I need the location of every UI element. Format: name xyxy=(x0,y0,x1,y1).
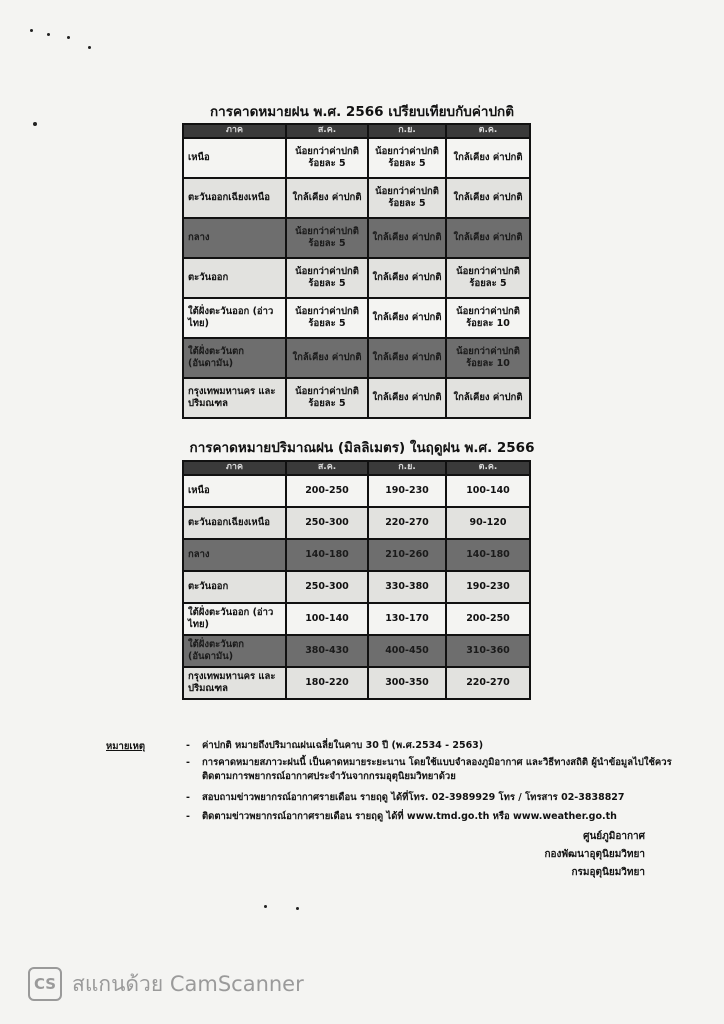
table-row xyxy=(183,571,530,603)
sep-cell: 210-260 xyxy=(368,539,446,571)
oct-cell: 190-230 xyxy=(446,571,530,603)
oct-cell: ใกล้เคียง ค่าปกติ xyxy=(446,178,530,218)
oct-cell: 140-180 xyxy=(446,539,530,571)
sep-cell: 400-450 xyxy=(368,635,446,667)
scan-speck xyxy=(296,907,299,910)
table-row xyxy=(183,475,530,507)
aug-cell: น้อยกว่าค่าปกติ ร้อยละ 5 xyxy=(286,138,368,178)
sep-cell: น้อยกว่าค่าปกติ ร้อยละ 5 xyxy=(368,178,446,218)
table-row xyxy=(183,258,530,298)
table-row xyxy=(183,667,530,699)
oct-cell: 90-120 xyxy=(446,507,530,539)
sep-cell: 130-170 xyxy=(368,603,446,635)
oct-cell: 200-250 xyxy=(446,603,530,635)
camscanner-watermark xyxy=(28,967,304,1001)
table-row xyxy=(183,138,530,178)
table-row xyxy=(183,338,530,378)
region-cell: ใต้ฝั่งตะวันตก (อันดามัน) xyxy=(183,635,286,667)
oct-cell: ใกล้เคียง ค่าปกติ xyxy=(446,378,530,418)
signature-department: กรมอุตุนิยมวิทยา xyxy=(571,867,645,878)
table-row xyxy=(183,378,530,418)
header-aug: ส.ค. xyxy=(286,461,368,475)
header-oct: ต.ค. xyxy=(446,124,530,138)
aug-cell: น้อยกว่าค่าปกติ ร้อยละ 5 xyxy=(286,258,368,298)
region-cell: กรุงเทพมหานคร และปริมณฑล xyxy=(183,378,286,418)
note-text: ติดตามข่าวพยากรณ์อากาศรายเดือน รายฤดู ได้ที่ www.tmd.go.th หรือ www.weather.go.th xyxy=(202,811,617,822)
sep-cell: ใกล้เคียง ค่าปกติ xyxy=(368,338,446,378)
region-cell: เหนือ xyxy=(183,475,286,507)
aug-cell: 380-430 xyxy=(286,635,368,667)
scan-speck xyxy=(47,33,50,36)
oct-cell: 220-270 xyxy=(446,667,530,699)
scan-speck xyxy=(88,46,91,49)
oct-cell: ใกล้เคียง ค่าปกติ xyxy=(446,138,530,178)
watermark-text: สแกนด้วย CamScanner xyxy=(72,971,304,996)
table1-title: การคาดหมายฝน พ.ศ. 2566 เปรียบเทียบกับค่าปกติ xyxy=(210,104,514,120)
sep-cell: น้อยกว่าค่าปกติ ร้อยละ 5 xyxy=(368,138,446,178)
region-cell: ใต้ฝั่งตะวันออก (อ่าวไทย) xyxy=(183,603,286,635)
note-text: ค่าปกติ หมายถึงปริมาณฝนเฉลี่ยในคาบ 30 ปี (พ.ศ.2534 - 2563) xyxy=(202,740,484,751)
header-sep: ก.ย. xyxy=(368,461,446,475)
region-cell: ตะวันออกเฉียงเหนือ xyxy=(183,507,286,539)
scan-speck xyxy=(30,29,33,32)
signature-center: ศูนย์ภูมิอากาศ xyxy=(583,831,645,842)
table-row xyxy=(183,603,530,635)
region-cell: ตะวันออกเฉียงเหนือ xyxy=(183,178,286,218)
oct-cell: น้อยกว่าค่าปกติ ร้อยละ 10 xyxy=(446,338,530,378)
sep-cell: 220-270 xyxy=(368,507,446,539)
header-region: ภาค xyxy=(183,124,286,138)
aug-cell: 100-140 xyxy=(286,603,368,635)
table-row xyxy=(183,507,530,539)
sep-cell: ใกล้เคียง ค่าปกติ xyxy=(368,378,446,418)
region-cell: เหนือ xyxy=(183,138,286,178)
table-row xyxy=(183,178,530,218)
aug-cell: 250-300 xyxy=(286,507,368,539)
sep-cell: 190-230 xyxy=(368,475,446,507)
oct-cell: 100-140 xyxy=(446,475,530,507)
notes-label: หมายเหตุ xyxy=(106,741,146,752)
scan-speck xyxy=(264,905,267,908)
header-aug: ส.ค. xyxy=(286,124,368,138)
aug-cell: น้อยกว่าค่าปกติ ร้อยละ 5 xyxy=(286,378,368,418)
aug-cell: น้อยกว่าค่าปกติ ร้อยละ 5 xyxy=(286,298,368,338)
oct-cell: ใกล้เคียง ค่าปกติ xyxy=(446,218,530,258)
note-text: การคาดหมายสภาวะฝนนี้ เป็นคาดหมายระยะนาน โดยใช้แบบจำลองภูมิอากาศ และวิธีทางสถิติ ผู้นำข้อมูลไปใช้ควรติดตามการพยากรณ์อากาศประจำวันจากกรมอุตุนิยมวิทยาด้วย xyxy=(202,757,672,783)
note-text: สอบถามข่าวพยากรณ์อากาศรายเดือน รายฤดู ได้ที่โทร. 02-3989929 โทร / โทรสาร 02-3838827 xyxy=(202,792,625,803)
aug-cell: ใกล้เคียง ค่าปกติ xyxy=(286,338,368,378)
header-oct: ต.ค. xyxy=(446,461,530,475)
scan-speck xyxy=(33,122,37,126)
header-sep: ก.ย. xyxy=(368,124,446,138)
table-row xyxy=(183,635,530,667)
region-cell: กรุงเทพมหานคร และปริมณฑล xyxy=(183,667,286,699)
aug-cell: 250-300 xyxy=(286,571,368,603)
aug-cell: 140-180 xyxy=(286,539,368,571)
region-cell: กลาง xyxy=(183,218,286,258)
sep-cell: 330-380 xyxy=(368,571,446,603)
camscanner-logo-icon: CS xyxy=(28,967,62,1001)
oct-cell: น้อยกว่าค่าปกติ ร้อยละ 10 xyxy=(446,298,530,338)
aug-cell: น้อยกว่าค่าปกติ ร้อยละ 5 xyxy=(286,218,368,258)
scan-speck xyxy=(67,36,70,39)
aug-cell: 180-220 xyxy=(286,667,368,699)
aug-cell: 200-250 xyxy=(286,475,368,507)
region-cell: ตะวันออก xyxy=(183,571,286,603)
region-cell: กลาง xyxy=(183,539,286,571)
aug-cell: ใกล้เคียง ค่าปกติ xyxy=(286,178,368,218)
header-region: ภาค xyxy=(183,461,286,475)
oct-cell: 310-360 xyxy=(446,635,530,667)
table2-title: การคาดหมายปริมาณฝน (มิลลิเมตร) ในฤดูฝน พ.ศ. 2566 xyxy=(189,440,535,456)
region-cell: ตะวันออก xyxy=(183,258,286,298)
sep-cell: ใกล้เคียง ค่าปกติ xyxy=(368,258,446,298)
sep-cell: ใกล้เคียง ค่าปกติ xyxy=(368,298,446,338)
oct-cell: น้อยกว่าค่าปกติ ร้อยละ 5 xyxy=(446,258,530,298)
table-row xyxy=(183,298,530,338)
signature-division: กองพัฒนาอุตุนิยมวิทยา xyxy=(544,849,645,860)
table-row xyxy=(183,539,530,571)
region-cell: ใต้ฝั่งตะวันตก (อันดามัน) xyxy=(183,338,286,378)
sep-cell: ใกล้เคียง ค่าปกติ xyxy=(368,218,446,258)
table-row xyxy=(183,218,530,258)
sep-cell: 300-350 xyxy=(368,667,446,699)
rainfall-amount-table xyxy=(182,460,531,700)
rain-comparison-table xyxy=(182,123,531,419)
region-cell: ใต้ฝั่งตะวันออก (อ่าวไทย) xyxy=(183,298,286,338)
